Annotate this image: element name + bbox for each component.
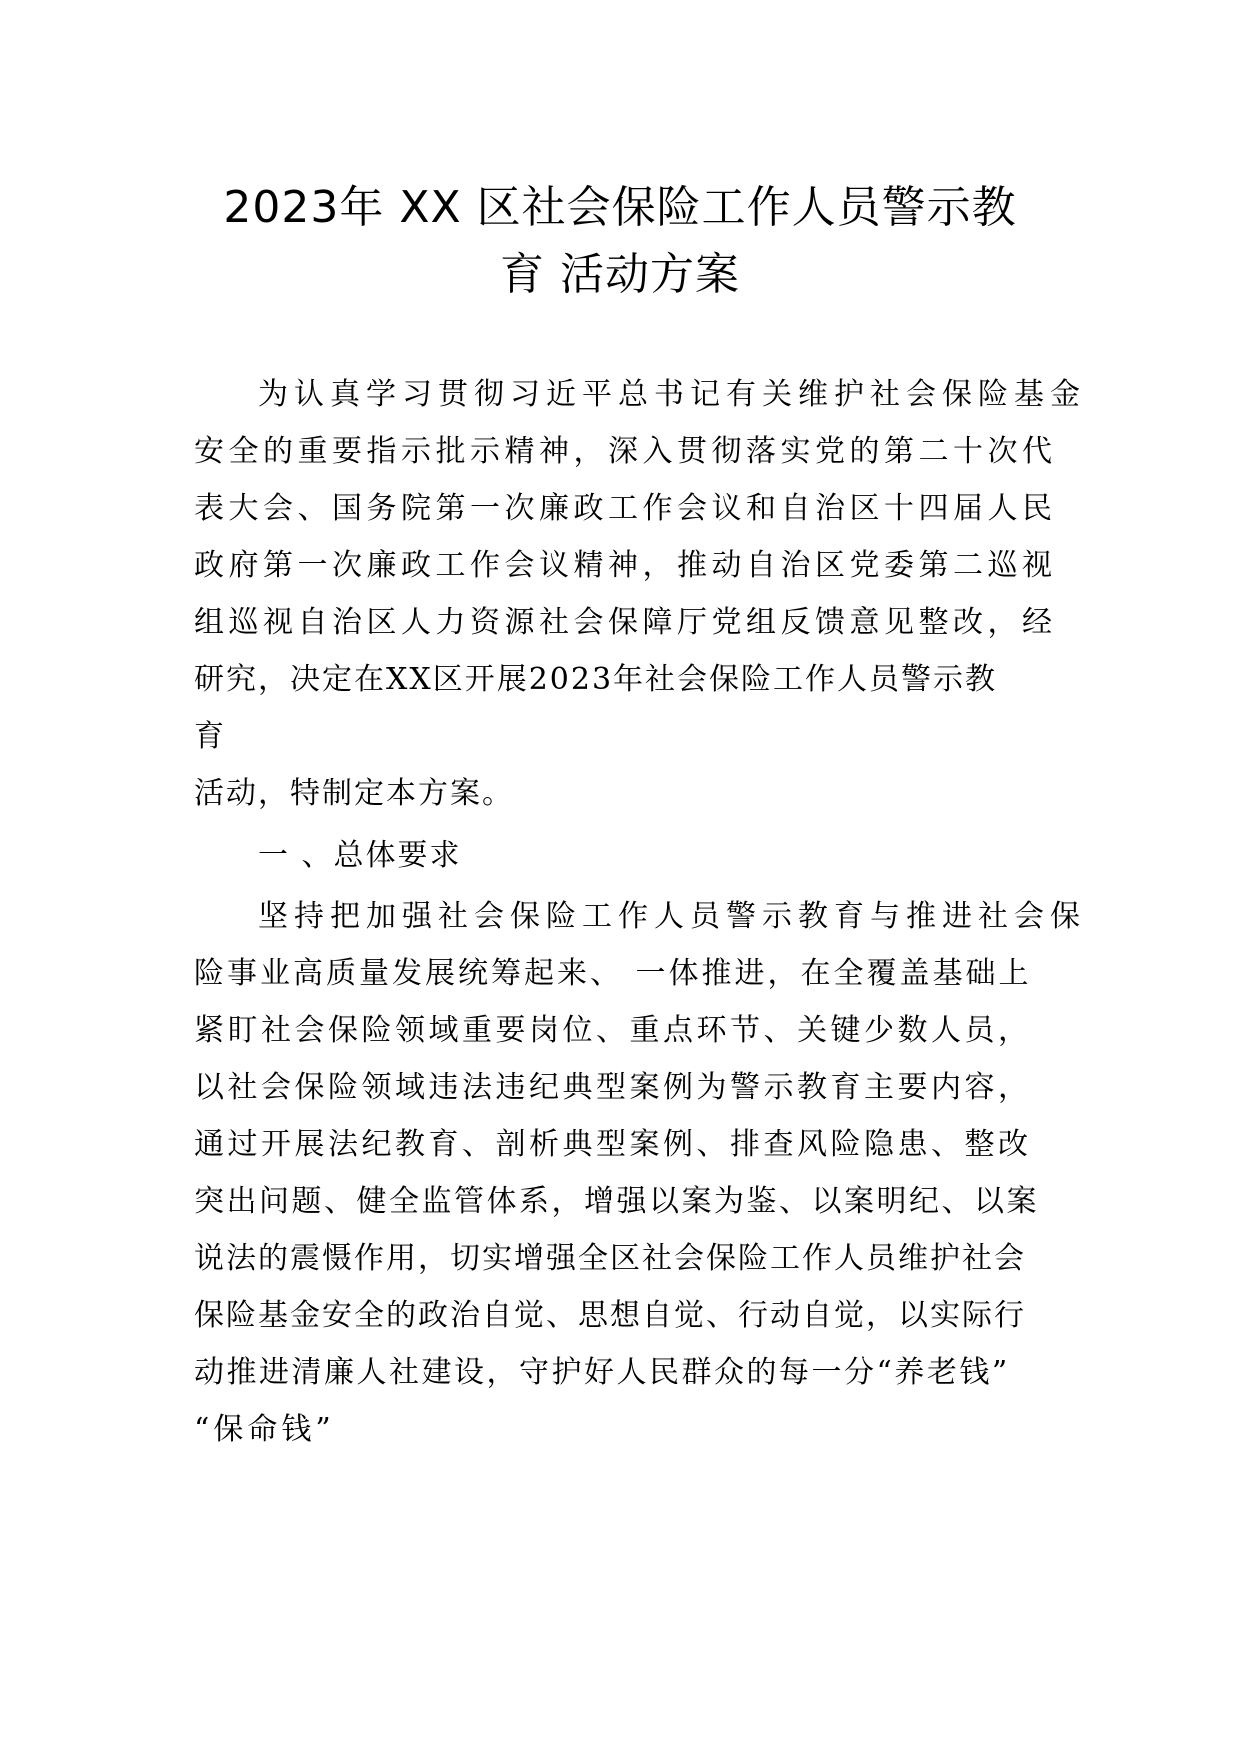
section-heading: 一 、总体要求	[258, 838, 462, 873]
paragraph-line: 紧盯社会保险领域重要岗位、重点环节、关键少数人员，	[194, 1013, 1032, 1048]
paragraph-line: 说法的震慑作用，切实增强全区社会保险工作人员维护社会	[194, 1241, 1026, 1276]
paragraph-line: 突出问题、健全监管体系，增强以案为鉴、以案明纪、以案	[194, 1184, 1039, 1219]
paragraph-line: 通过开展法纪教育、剖析典型案例、排查风险隐患、整改	[194, 1127, 1032, 1162]
paragraph-line: 险事业高质量发展统筹起来、 一体推进，在全覆盖基础上	[194, 956, 1032, 991]
paragraph-line: 政府第一次廉政工作会议精神，推动自治区党委第二巡视	[194, 548, 1057, 583]
paragraph-line: 动推进清廉人社建设，守护好人民群众的每一分“养老钱”	[194, 1355, 1010, 1390]
paragraph-line: 安全的重要指示批示精神，深入贯彻落实党的第二十次代	[194, 434, 1057, 469]
paragraph-line: 活动，特制定本方案。	[194, 776, 514, 811]
paragraph-line: 为认真学习贯彻习近平总书记有关维护社会保险基金	[258, 377, 1086, 412]
paragraph-line: 坚持把加强社会保险工作人员警示教育与推进社会保	[258, 899, 1086, 934]
paragraph-line: 研究，决定在XX区开展2023年社会保险工作人员警示教	[194, 662, 998, 697]
document-title-line-1: 2023年 XX 区社会保险工作人员警示教	[223, 182, 1017, 233]
paragraph-line: 育	[194, 719, 230, 754]
document-title-line-2: 育 活动方案	[500, 249, 740, 300]
paragraph-line: “保命钱”	[194, 1412, 335, 1447]
paragraph-line: 以社会保险领域违法违纪典型案例为警示教育主要内容，	[194, 1070, 1032, 1105]
paragraph-line: 组巡视自治区人力资源社会保障厅党组反馈意见整改，经	[194, 605, 1057, 640]
paragraph-line: 保险基金安全的政治自觉、思想自觉、行动自觉，以实际行	[194, 1298, 1026, 1333]
paragraph-line: 表大会、国务院第一次廉政工作会议和自治区十四届人民	[194, 491, 1057, 526]
